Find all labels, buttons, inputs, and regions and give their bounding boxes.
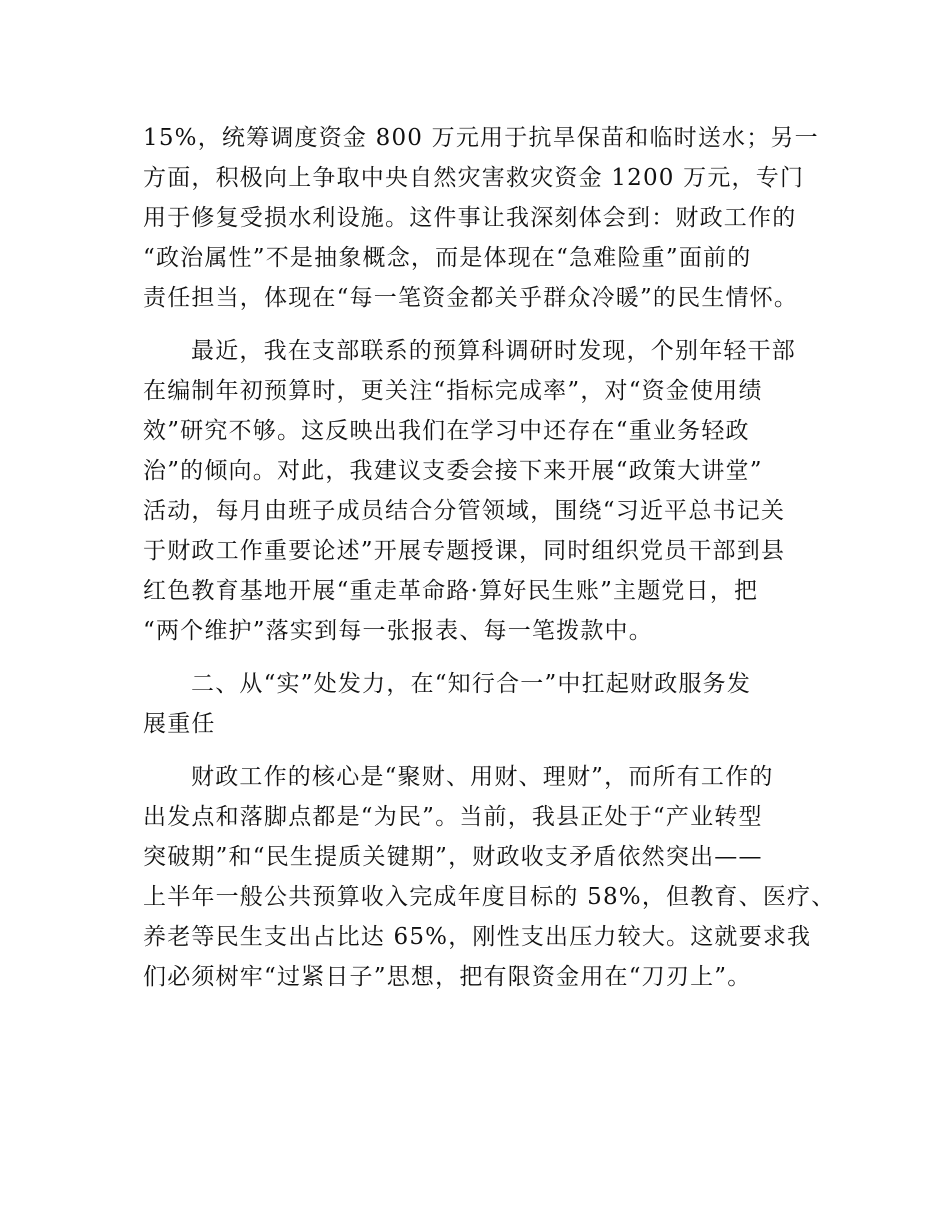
heading-line: 展重任 (143, 711, 216, 737)
text-line: 方面，积极向上争取中央自然灾害救灾资金 1200 万元，专门 (143, 165, 805, 191)
text-line: 于财政工作重要论述”开展专题授课，同时组织党员干部到县 (143, 538, 786, 564)
heading-line: 二、从“实”处发力，在“知行合一”中扛起财政服务发 (191, 671, 752, 697)
text-line: 15%，统筹调度资金 800 万元用于抗旱保苗和临时送水；另一 (143, 125, 819, 151)
text-line: 养老等民生支出占比达 65%，刚性支出压力较大。这就要求我 (143, 924, 812, 950)
text-line: 活动，每月由班子成员结合分管领域，围绕“习近平总书记关 (143, 498, 786, 524)
text-line: 突破期”和“民生提质关键期”，财政收支矛盾依然突出—— (143, 844, 763, 870)
text-line: “政治属性”不是抽象概念，而是体现在“急难险重”面前的 (143, 245, 752, 271)
section-heading (143, 664, 813, 744)
paragraph-fiscal-core (143, 757, 836, 997)
text-line: 效”研究不够。这反映出我们在学习中还存在“重业务轻政 (143, 418, 750, 444)
text-line: 治”的倾向。对此，我建议支委会接下来开展“政策大讲堂” (143, 458, 763, 484)
text-line: “两个维护”落实到每一张报表、每一笔拨款中。 (143, 618, 653, 644)
text-line: 在编制年初预算时，更关注“指标完成率”，对“资金使用绩 (143, 378, 763, 404)
text-line: 用于修复受损水利设施。这件事让我深刻体会到：财政工作的 (143, 205, 797, 231)
text-line: 上半年一般公共预算收入完成年度目标的 58%，但教育、医疗、 (143, 884, 836, 910)
paragraph-continuation (143, 118, 819, 318)
text-line: 责任担当，体现在“每一笔资金都关乎群众冷暖”的民生情怀。 (143, 285, 799, 311)
document-body (143, 118, 836, 997)
text-line: 最近，我在支部联系的预算科调研时发现，个别年轻干部 (191, 338, 796, 364)
text-line: 红色教育基地开展“重走革命路·算好民生账”主题党日，把 (143, 578, 759, 604)
paragraph-budget-survey (143, 331, 813, 651)
text-line: 们必须树牢“过紧日子”思想，把有限资金用在“刀刃上”。 (143, 964, 752, 990)
text-line: 财政工作的核心是“聚财、用财、理财”，而所有工作的 (191, 764, 774, 790)
text-line: 出发点和落脚点都是“为民”。当前，我县正处于“产业转型 (143, 804, 763, 830)
